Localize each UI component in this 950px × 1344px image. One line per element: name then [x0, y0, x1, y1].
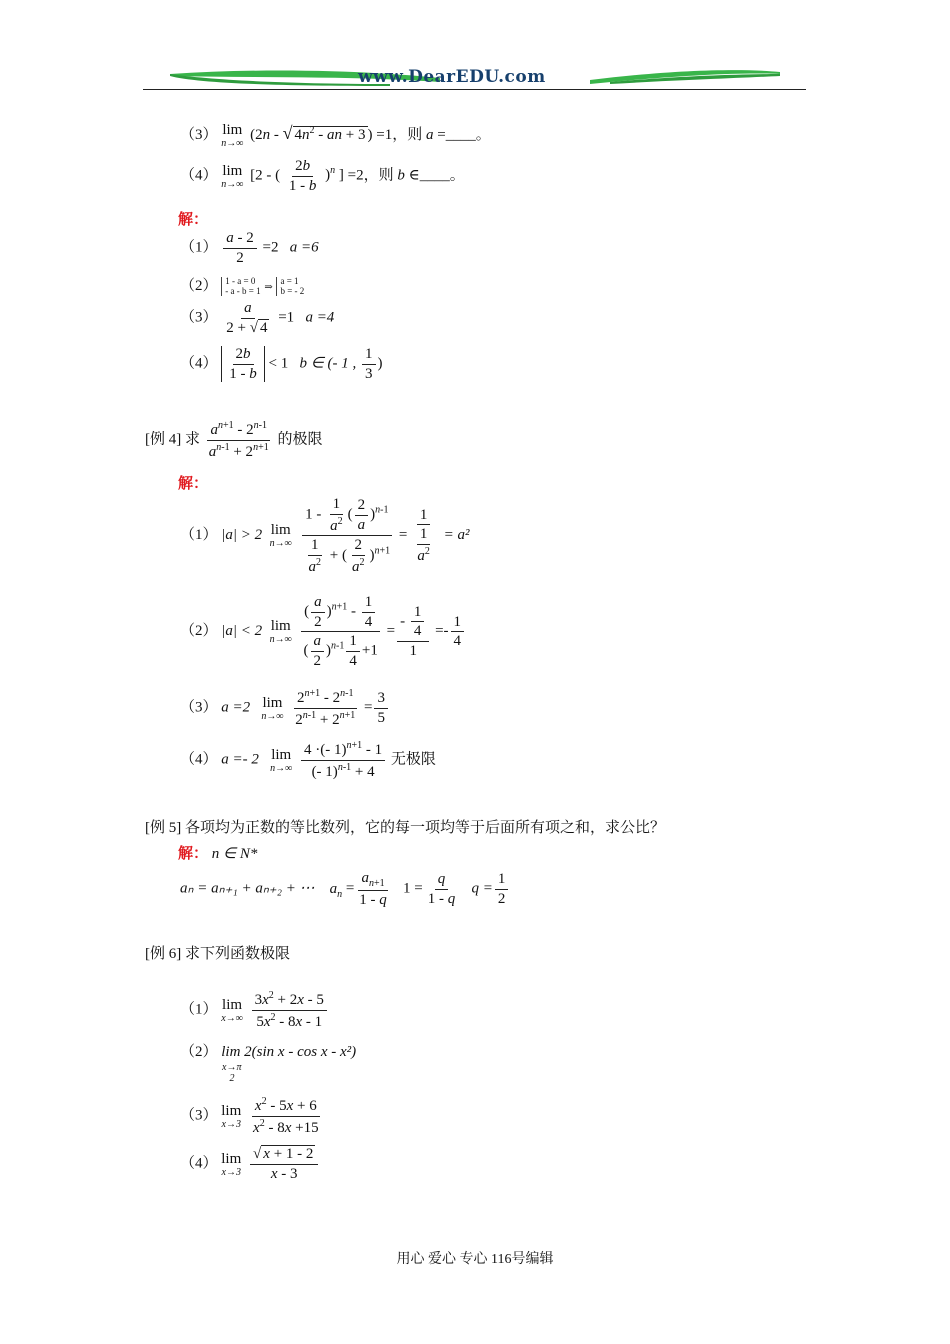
solution-a-3: （3） $\frac{a}{2 + √ 4}$ =1 a =4 — [180, 300, 335, 336]
ex6-problem-1: （1） lim x→∞ $\frac{3x^2 + 2x - 5}{5x^2 - 8x - 1}$ — [180, 990, 329, 1030]
ex5-derivation: aₙ = aₙ₊₁ + aₙ₊₂ + ⋯ $a_n$ = $\frac{a_{n+1}}{1 - q}$ 1 = $\frac{q}{1 - q}$ q = $\frac{1}{2}$ — [180, 870, 510, 909]
ex4-case-4: （4） a =- 2 lim n→∞ $\frac{4 \cdot(- 1)^{n+1} - 1}{(- 1)^{n-1} + 4}$ 无极限 — [180, 740, 436, 780]
example-4-title: [例 4] 求 $\frac{a^{n+1} - 2^{n-1}}{a^{n-1} + 2^{n+1}}$ 的极限 — [145, 420, 323, 460]
page-footer: 用心 爱心 专心 116号编辑 — [396, 1252, 554, 1267]
solution-a-2: （2） 1 - a = 0 - a - b = 1 ⇒ a = 1 b = - 2 — [180, 275, 305, 296]
header-rule — [143, 89, 806, 90]
question-4: （4） lim n→∞ [2 - ( $\frac{2b}{1 - b}$ )$^n$ ] =2，则 b ∈____。 — [180, 158, 465, 194]
solution-label-a: 解： — [178, 212, 209, 228]
example-6-title: [例 6] 求下列函数极限 — [145, 946, 290, 962]
question-3: （3） lim n→∞ (2n - √ $4n^2$ - an + 3 ) =1，则 a =____。 — [180, 122, 491, 149]
solution-a-1: （1） $\frac{a - 2}{2}$ =2 a =6 — [180, 230, 319, 266]
example-5-title: [例 5] 各项均为正数的等比数列，它的每一项均等于后面所有项之和，求公比？ — [145, 820, 665, 836]
solution-label-ex4: 解： — [178, 476, 209, 492]
ex4-case-2: （2） |a| < 2 lim n→∞ ( $\frac{a}{2}$ )$^{n+1}$ - $\frac{1}{4}$ ( $\frac{a}{2}$ )$^{n-1}$ $\frac{1}{4}$ +1 = - $\frac{1}{4}$ 1 =- $\frac{1}{4}$ — [180, 594, 466, 669]
ex4-case-1: （1） |a| > 2 lim n→∞ 1 - $\frac{1}{a^2}$ ( $\frac{2}{a}$ )$^{n-1}$ $\frac{1}{a^2}$ + ( $\frac{2}{a^2}$ )$^{n+1}$ = $\frac{1}{\frac{1}{a^2}}$ = a² — [180, 496, 470, 575]
ex6-problem-2: （2） lim 2(sin x - cos x - x²) — [180, 1044, 357, 1060]
ex5-solution-line: 解： n ∈ N* — [178, 846, 258, 862]
ex6-problem-3: （3） lim x→3 $\frac{x^2 - 5x + 6}{x^2 - 8x +15}$ — [180, 1096, 319, 1136]
solution-a-4: （4） $\frac{2b}{1 - b}$ < 1 b ∈ (- 1 , $\frac{1}{3}$ ) — [180, 346, 383, 382]
ex4-case-3: （3） a =2 lim n→∞ $\frac{2^{n+1} - 2^{n-1}}{2^{n-1} + 2^{n+1}}$ = $\frac{3}{5}$ — [180, 688, 390, 728]
ex6-problem-2-limit-sub: x→π 2 — [222, 1062, 242, 1084]
ex6-problem-4: （4） lim x→3 $\frac{√ x + 1 - 2}{x - 3}$ — [180, 1146, 320, 1182]
site-logo-text: www.DearEDU.com — [358, 67, 546, 87]
